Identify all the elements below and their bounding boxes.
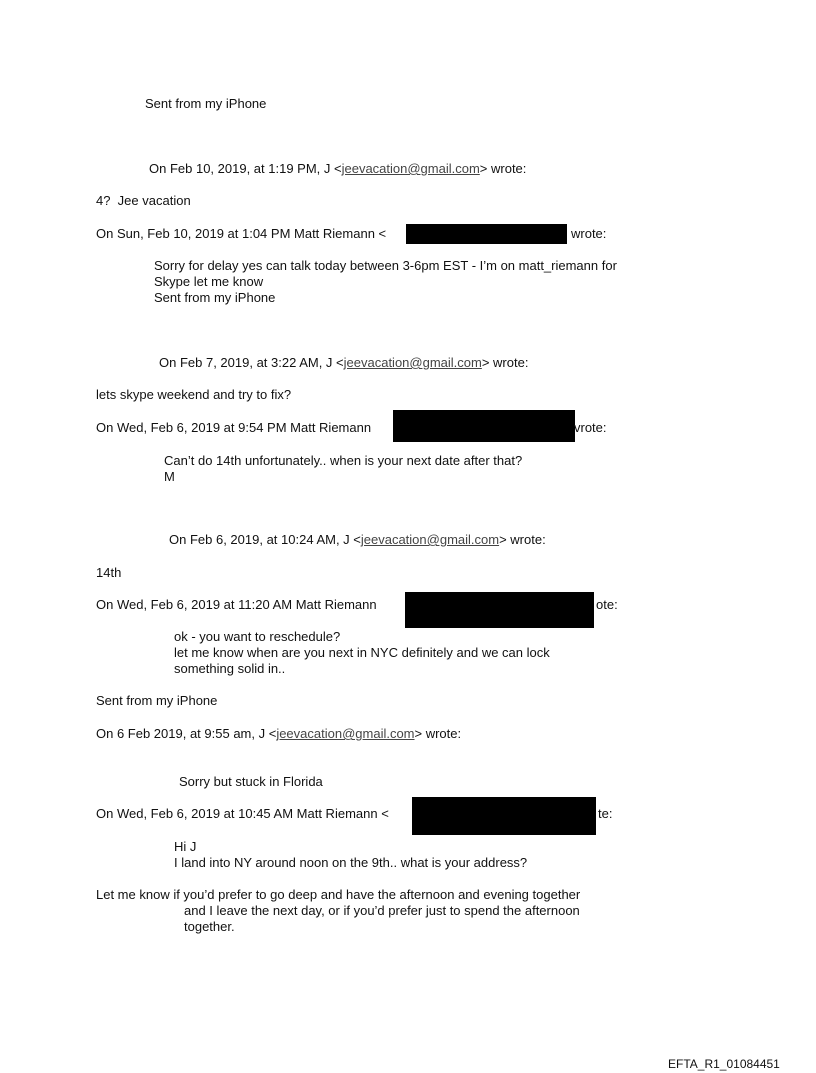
header-suffix: ote: xyxy=(596,597,618,612)
document-id: EFTA_R1_01084451 xyxy=(668,1057,780,1071)
email-header: On Wed, Feb 6, 2019 at 9:54 PM Matt Riemann xyxy=(96,420,372,435)
header-suffix: > wrote: xyxy=(414,726,462,741)
email-header xyxy=(96,726,461,742)
redaction-box xyxy=(393,410,575,442)
email-header: On Sun, Feb 10, 2019 at 1:04 PM Matt Riemann < xyxy=(96,226,387,241)
message-line: Can’t do 14th unfortunately.. when is your next date after that? xyxy=(164,453,523,468)
message-line: Sorry but stuck in Florida xyxy=(179,774,323,789)
message-line: something solid in.. xyxy=(174,661,286,676)
header-suffix: vrote: xyxy=(574,420,607,435)
email-header xyxy=(159,355,528,371)
email-header xyxy=(149,161,526,177)
message-line: and I leave the next day, or if you’d prefer just to spend the afternoon xyxy=(184,903,580,918)
redaction-box xyxy=(405,592,594,628)
header-suffix: > wrote: xyxy=(499,532,546,547)
signature-line: Sent from my iPhone xyxy=(154,290,276,305)
header-suffix: wrote: xyxy=(571,226,607,241)
header-prefix: On 6 Feb 2019, at 9:55 am, J < xyxy=(96,726,277,741)
email-header: On Wed, Feb 6, 2019 at 10:45 AM Matt Riemann < xyxy=(96,806,389,821)
header-prefix: On Feb 6, 2019, at 10:24 AM, J < xyxy=(169,532,361,547)
email-header xyxy=(169,532,546,548)
message-line: 14th xyxy=(96,565,122,580)
header-prefix: On Feb 7, 2019, at 3:22 AM, J < xyxy=(159,355,344,370)
signature-line: Sent from my iPhone xyxy=(145,96,267,111)
email-link[interactable]: jeevacation@gmail.com xyxy=(276,726,415,741)
header-suffix: > wrote: xyxy=(479,161,527,176)
redaction-box xyxy=(412,797,596,835)
message-line: Skype let me know xyxy=(154,274,264,289)
message-line: let me know when are you next in NYC definitely and we can lock xyxy=(174,645,550,660)
message-line: I land into NY around noon on the 9th.. what is your address? xyxy=(174,855,528,870)
message-line: Let me know if you’d prefer to go deep and have the afternoon and evening together xyxy=(96,887,581,902)
email-header: On Wed, Feb 6, 2019 at 11:20 AM Matt Riemann xyxy=(96,597,377,612)
header-suffix: > wrote: xyxy=(481,355,529,370)
message-line: M xyxy=(164,469,175,484)
email-link[interactable]: jeevacation@gmail.com xyxy=(360,532,500,547)
email-link[interactable]: jeevacation@gmail.com xyxy=(343,355,482,370)
redaction-box xyxy=(406,224,567,244)
header-suffix: te: xyxy=(598,806,613,821)
header-prefix: On Feb 10, 2019, at 1:19 PM, J < xyxy=(149,161,342,176)
email-link[interactable]: jeevacation@gmail.com xyxy=(341,161,480,176)
message-line: lets skype weekend and try to fix? xyxy=(96,387,292,402)
message-line: ok - you want to reschedule? xyxy=(174,629,341,644)
message-line: 4? Jee vacation xyxy=(96,193,191,208)
message-line: Sorry for delay yes can talk today between 3-6pm EST - I’m on matt_riemann for xyxy=(154,258,617,273)
message-line: Hi J xyxy=(174,839,197,854)
signature-line: Sent from my iPhone xyxy=(96,693,218,708)
message-line: together. xyxy=(184,919,235,934)
